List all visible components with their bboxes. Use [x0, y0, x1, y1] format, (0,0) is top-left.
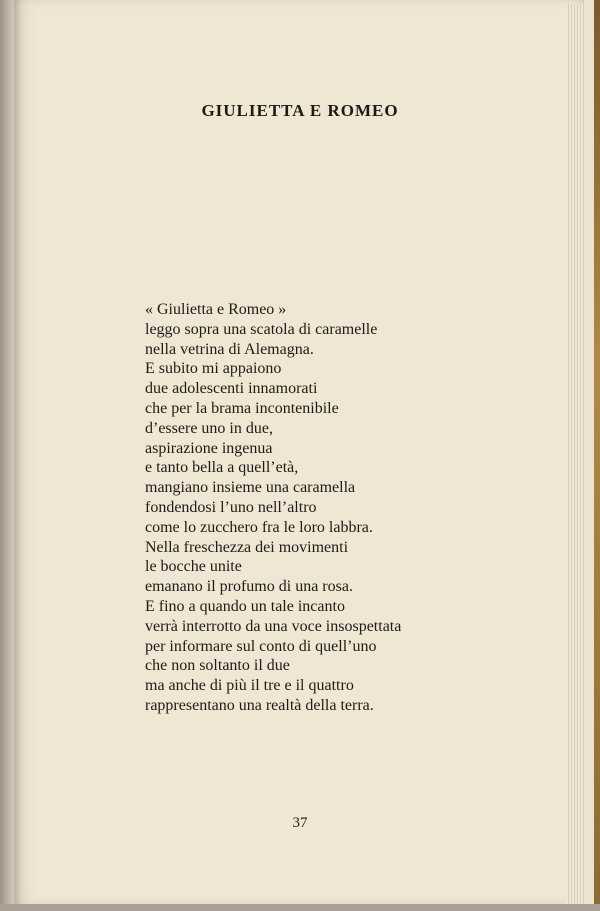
bottom-edge [0, 904, 600, 911]
cover-edge [594, 0, 600, 911]
binding-shadow [0, 0, 22, 911]
poem-line: « Giulietta e Romeo » [145, 301, 287, 318]
poem-line: fondendosi l’uno nell’altro [145, 498, 317, 516]
poem-line: che per la brama incontenibile [145, 399, 339, 417]
poem-line: d’essere uno in due, [145, 419, 273, 437]
poem-line: emanano il profumo di una rosa. [145, 578, 353, 596]
poem-line: ma anche di più il tre e il quattro [145, 677, 354, 695]
poem-line: E fino a quando un tale incanto [145, 597, 345, 615]
poem-line: aspirazione ingenua [145, 439, 273, 457]
poem-line: Nella freschezza dei movimenti [145, 538, 349, 556]
poem-line: verrà interrotto da una voce insospettata [145, 617, 402, 635]
poem-line: e tanto bella a quell’età, [145, 459, 299, 477]
poem-line: nella vetrina di Alemagna. [145, 340, 314, 358]
poem-line: E subito mi appaiono [145, 360, 282, 378]
poem-line: rappresentano una realtà della terra. [145, 696, 374, 714]
poem-text [145, 300, 401, 716]
poem-line: per informare sul conto di quell’uno [145, 637, 377, 655]
poem-line: due adolescenti innamorati [145, 380, 318, 398]
page-edges [566, 4, 584, 904]
poem-line: che non soltanto il due [145, 657, 290, 675]
page-number: 37 [292, 815, 308, 831]
poem-title: GIULIETTA E ROMEO [201, 101, 399, 120]
poem-line: le bocche unite [145, 558, 242, 576]
poem-line: mangiano insieme una caramella [145, 479, 356, 497]
poem-line: come lo zucchero fra le loro labbra. [145, 518, 373, 536]
poem-line: leggo sopra una scatola di caramelle [145, 320, 378, 338]
